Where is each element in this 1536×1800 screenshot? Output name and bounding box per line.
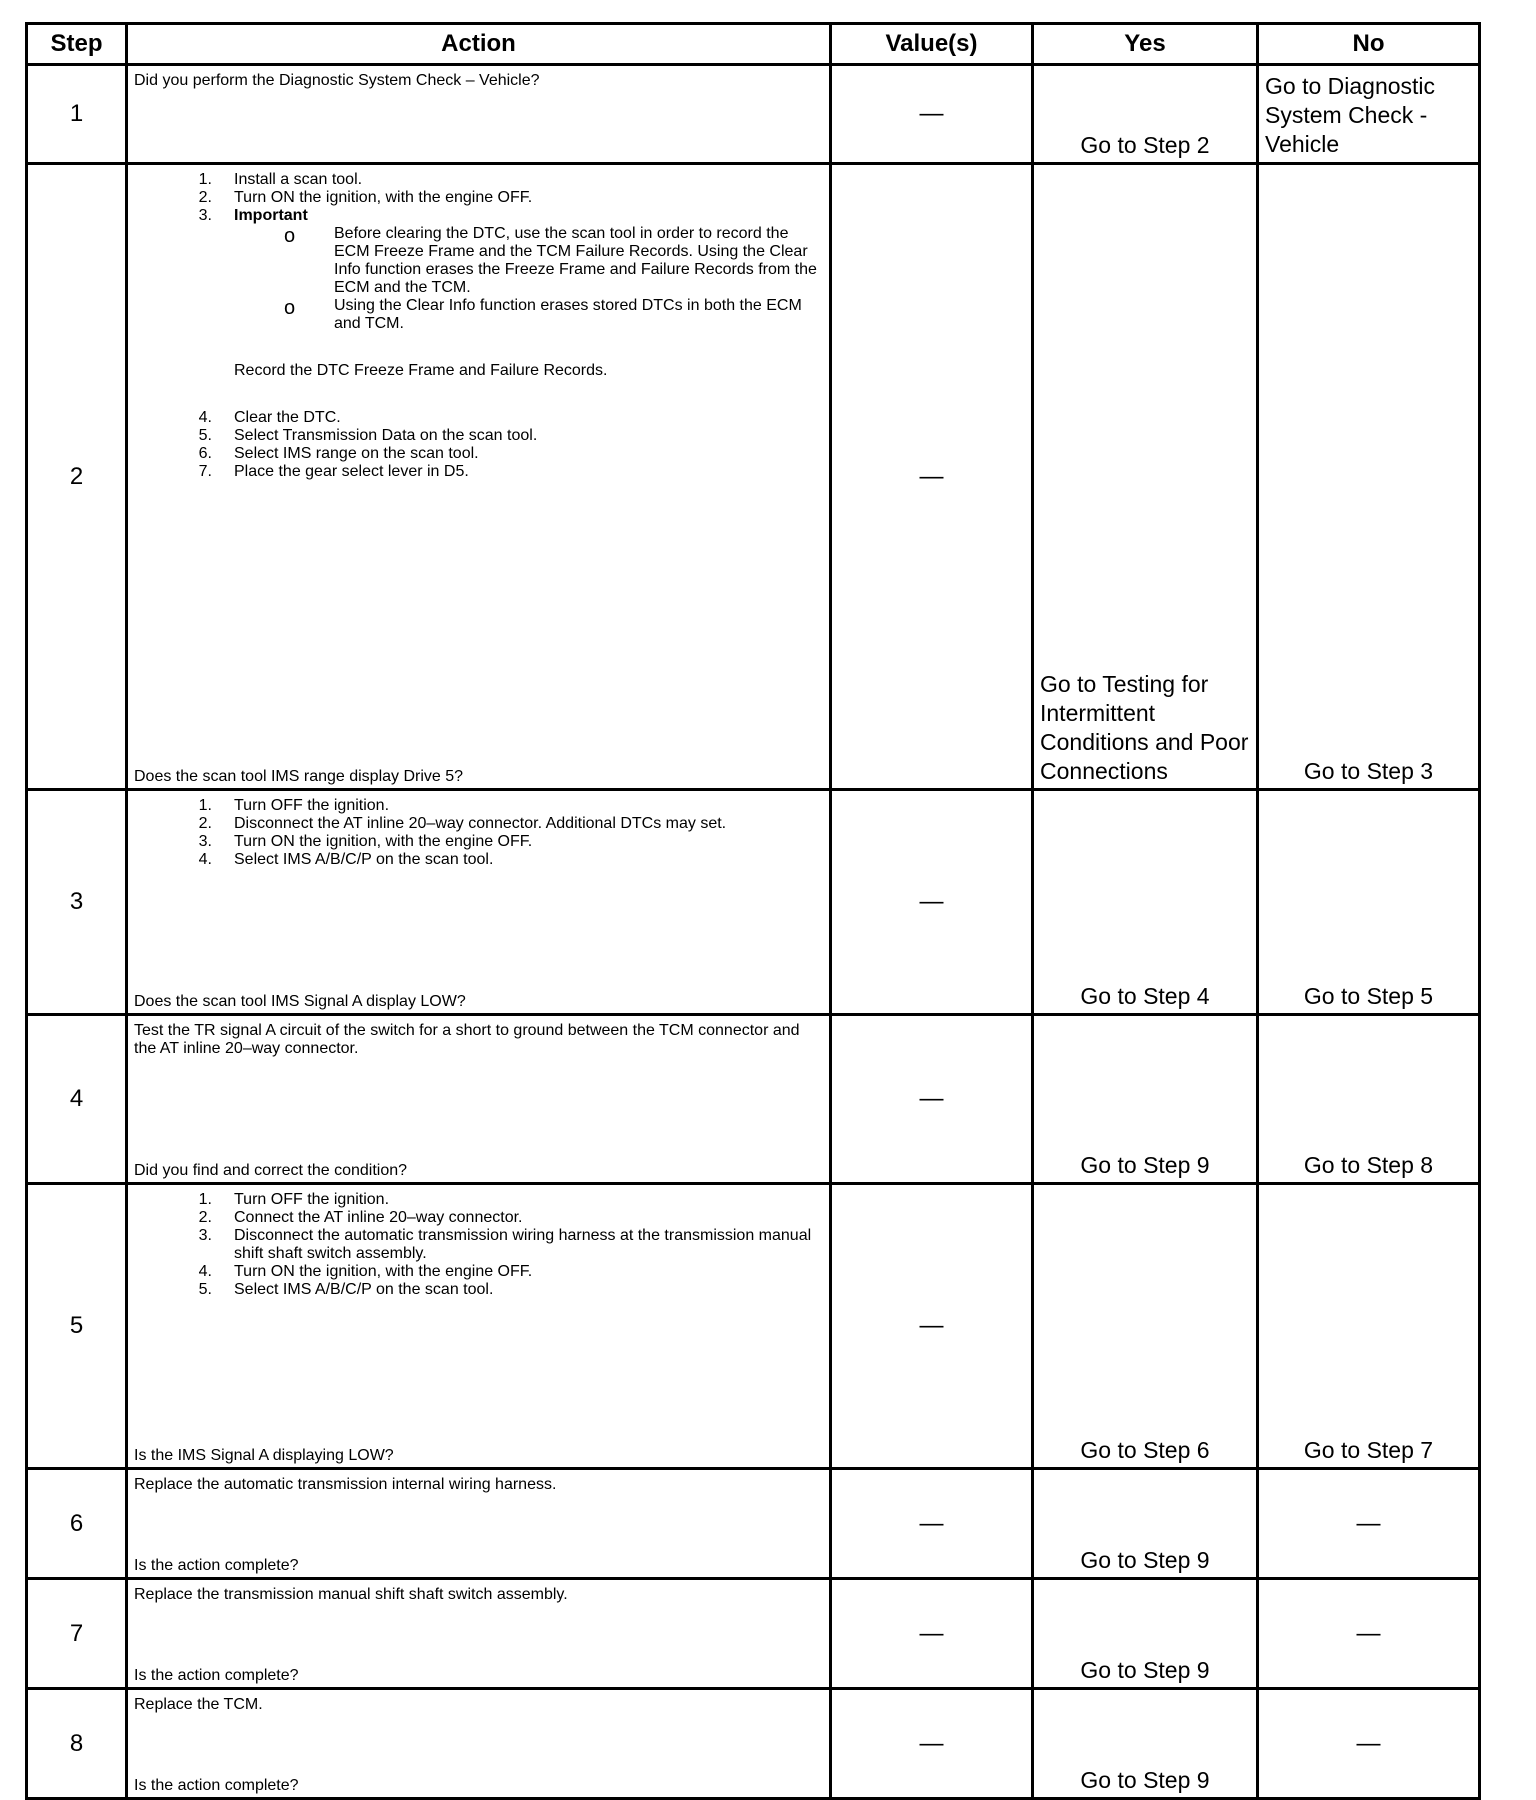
no-link[interactable]: Go to Step 5 bbox=[1303, 983, 1434, 1009]
action-text: Did you perform the Diagnostic System Check – Vehicle? bbox=[134, 72, 540, 89]
no-cell bbox=[1258, 790, 1480, 1015]
header-step: Step bbox=[27, 24, 127, 65]
list-item: 4. Select IMS A/B/C/P on the scan tool. bbox=[198, 851, 494, 868]
action-cell bbox=[127, 164, 831, 790]
step-list bbox=[134, 409, 825, 481]
list-item: o Before clearing the DTC, use the scan tool in order to record the ECM Freeze Frame and the TCM Failure Records. Using the Clear Info function erases the Freeze Frame and Failure Records from the ECM and the TCM. bbox=[284, 225, 817, 296]
question-text: Does the scan tool IMS range display Drive 5? bbox=[134, 768, 464, 785]
circle-bullet-icon: o bbox=[284, 297, 296, 319]
action-text: Test the TR signal A circuit of the switch for a short to ground between the TCM connector and the AT inline 20–way connector. bbox=[134, 1022, 800, 1057]
important-label: Important bbox=[234, 207, 308, 224]
step-number: 8 bbox=[27, 1689, 127, 1799]
question-text: Does the scan tool IMS Signal A display LOW? bbox=[134, 993, 466, 1010]
step-number: 1 bbox=[27, 65, 127, 164]
step-number: 3 bbox=[27, 790, 127, 1015]
step-number: 5 bbox=[27, 1184, 127, 1469]
yes-link[interactable]: Go to Step 9 bbox=[1080, 1767, 1210, 1793]
value-cell: — bbox=[831, 1579, 1033, 1689]
action-text: Replace the automatic transmission internal wiring harness. bbox=[134, 1476, 557, 1493]
header-no: No bbox=[1258, 24, 1480, 65]
no-link[interactable]: Go to Step 8 bbox=[1303, 1152, 1434, 1178]
table-row bbox=[27, 1689, 1480, 1799]
important-notes bbox=[234, 225, 825, 333]
question-text: Is the action complete? bbox=[134, 1667, 299, 1684]
step-number: 4 bbox=[27, 1015, 127, 1184]
list-item: 1. Install a scan tool. bbox=[198, 171, 363, 188]
diagnostic-table bbox=[25, 22, 1481, 1800]
list-item: 2. Connect the AT inline 20–way connector. bbox=[198, 1209, 523, 1226]
action-cell bbox=[127, 65, 831, 164]
question-text: Did you find and correct the condition? bbox=[134, 1162, 408, 1179]
action-text: Replace the TCM. bbox=[134, 1696, 263, 1713]
list-item: 7. Place the gear select lever in D5. bbox=[198, 463, 469, 480]
list-item: 4. Turn ON the ignition, with the engine OFF. bbox=[198, 1263, 533, 1280]
step-number: 2 bbox=[27, 164, 127, 790]
no-cell: — bbox=[1258, 1469, 1480, 1579]
yes-link[interactable]: Go to Step 9 bbox=[1080, 1547, 1210, 1573]
table-row bbox=[27, 1469, 1480, 1579]
yes-cell bbox=[1033, 1184, 1258, 1469]
no-cell: — bbox=[1258, 1689, 1480, 1799]
list-item: 2. Turn ON the ignition, with the engine OFF. bbox=[198, 189, 533, 206]
no-link[interactable]: Go to Diagnostic System Check - Vehicle bbox=[1265, 73, 1436, 157]
yes-cell bbox=[1033, 164, 1258, 790]
value-cell: — bbox=[831, 1184, 1033, 1469]
table-row bbox=[27, 164, 1480, 790]
value-cell: — bbox=[831, 65, 1033, 164]
list-item: 3. Disconnect the automatic transmission wiring harness at the transmission manual shift shaft switch assembly. bbox=[198, 1227, 812, 1262]
value-cell: — bbox=[831, 1469, 1033, 1579]
step-list bbox=[134, 171, 825, 333]
value-cell: — bbox=[831, 1015, 1033, 1184]
list-item: 1. Turn OFF the ignition. bbox=[198, 1191, 390, 1208]
no-link[interactable]: Go to Step 3 bbox=[1303, 758, 1434, 784]
header-values: Value(s) bbox=[831, 24, 1033, 65]
value-cell: — bbox=[831, 1689, 1033, 1799]
yes-cell bbox=[1033, 1579, 1258, 1689]
step-list bbox=[134, 797, 825, 869]
table-row bbox=[27, 1579, 1480, 1689]
list-item: 5. Select IMS A/B/C/P on the scan tool. bbox=[198, 1281, 494, 1298]
list-item: 3. Important o Before clearing the DTC, use the scan tool in order to record the ECM Freeze Frame and the TCM Failure Records. Using the Clear Info function erases the Freeze Frame and Failure Records from the ECM and the TCM. o Using the Clear Info function erases stored DTCs in both the ECM and TCM. bbox=[234, 207, 825, 333]
list-item: 5. Select Transmission Data on the scan tool. bbox=[198, 427, 538, 444]
no-cell bbox=[1258, 65, 1480, 164]
table-row bbox=[27, 65, 1480, 164]
yes-cell bbox=[1033, 65, 1258, 164]
value-cell: — bbox=[831, 164, 1033, 790]
yes-cell bbox=[1033, 1469, 1258, 1579]
list-item: 2. Disconnect the AT inline 20–way connector. Additional DTCs may set. bbox=[198, 815, 727, 832]
yes-link[interactable]: Go to Step 9 bbox=[1080, 1152, 1210, 1178]
action-cell bbox=[127, 1184, 831, 1469]
no-cell bbox=[1258, 1015, 1480, 1184]
list-item: 3. Turn ON the ignition, with the engine OFF. bbox=[198, 833, 533, 850]
value-cell: — bbox=[831, 790, 1033, 1015]
action-cell bbox=[127, 1689, 831, 1799]
yes-link[interactable]: Go to Testing for Intermittent Conditions and Poor Connections bbox=[1040, 671, 1249, 784]
yes-cell bbox=[1033, 1015, 1258, 1184]
question-text: Is the action complete? bbox=[134, 1557, 299, 1574]
yes-link[interactable]: Go to Step 4 bbox=[1080, 983, 1210, 1009]
no-link[interactable]: Go to Step 7 bbox=[1303, 1437, 1434, 1463]
action-cell bbox=[127, 1579, 831, 1689]
step-number: 6 bbox=[27, 1469, 127, 1579]
list-item: 6. Select IMS range on the scan tool. bbox=[198, 445, 479, 462]
yes-cell bbox=[1033, 790, 1258, 1015]
circle-bullet-icon: o bbox=[284, 225, 296, 247]
question-text: Is the IMS Signal A displaying LOW? bbox=[134, 1447, 394, 1464]
table-row bbox=[27, 1184, 1480, 1469]
action-cell bbox=[127, 1469, 831, 1579]
list-item: o Using the Clear Info function erases stored DTCs in both the ECM and TCM. bbox=[284, 297, 802, 332]
table-row bbox=[27, 1015, 1480, 1184]
no-cell: — bbox=[1258, 1579, 1480, 1689]
yes-link[interactable]: Go to Step 9 bbox=[1080, 1657, 1210, 1683]
no-cell bbox=[1258, 1184, 1480, 1469]
record-note: Record the DTC Freeze Frame and Failure Records. bbox=[234, 362, 608, 379]
header-row bbox=[27, 24, 1480, 65]
question-text: Is the action complete? bbox=[134, 1777, 299, 1794]
header-yes: Yes bbox=[1033, 24, 1258, 65]
header-action: Action bbox=[127, 24, 831, 65]
action-cell bbox=[127, 790, 831, 1015]
list-item: 1. Turn OFF the ignition. bbox=[198, 797, 390, 814]
yes-link[interactable]: Go to Step 6 bbox=[1080, 1437, 1210, 1463]
no-cell bbox=[1258, 164, 1480, 790]
table-row bbox=[27, 790, 1480, 1015]
yes-link[interactable]: Go to Step 2 bbox=[1080, 132, 1210, 158]
step-list bbox=[134, 1191, 825, 1299]
yes-cell bbox=[1033, 1689, 1258, 1799]
step-number: 7 bbox=[27, 1579, 127, 1689]
action-text: Replace the transmission manual shift shaft switch assembly. bbox=[134, 1586, 568, 1603]
list-item: 4. Clear the DTC. bbox=[198, 409, 341, 426]
action-cell bbox=[127, 1015, 831, 1184]
